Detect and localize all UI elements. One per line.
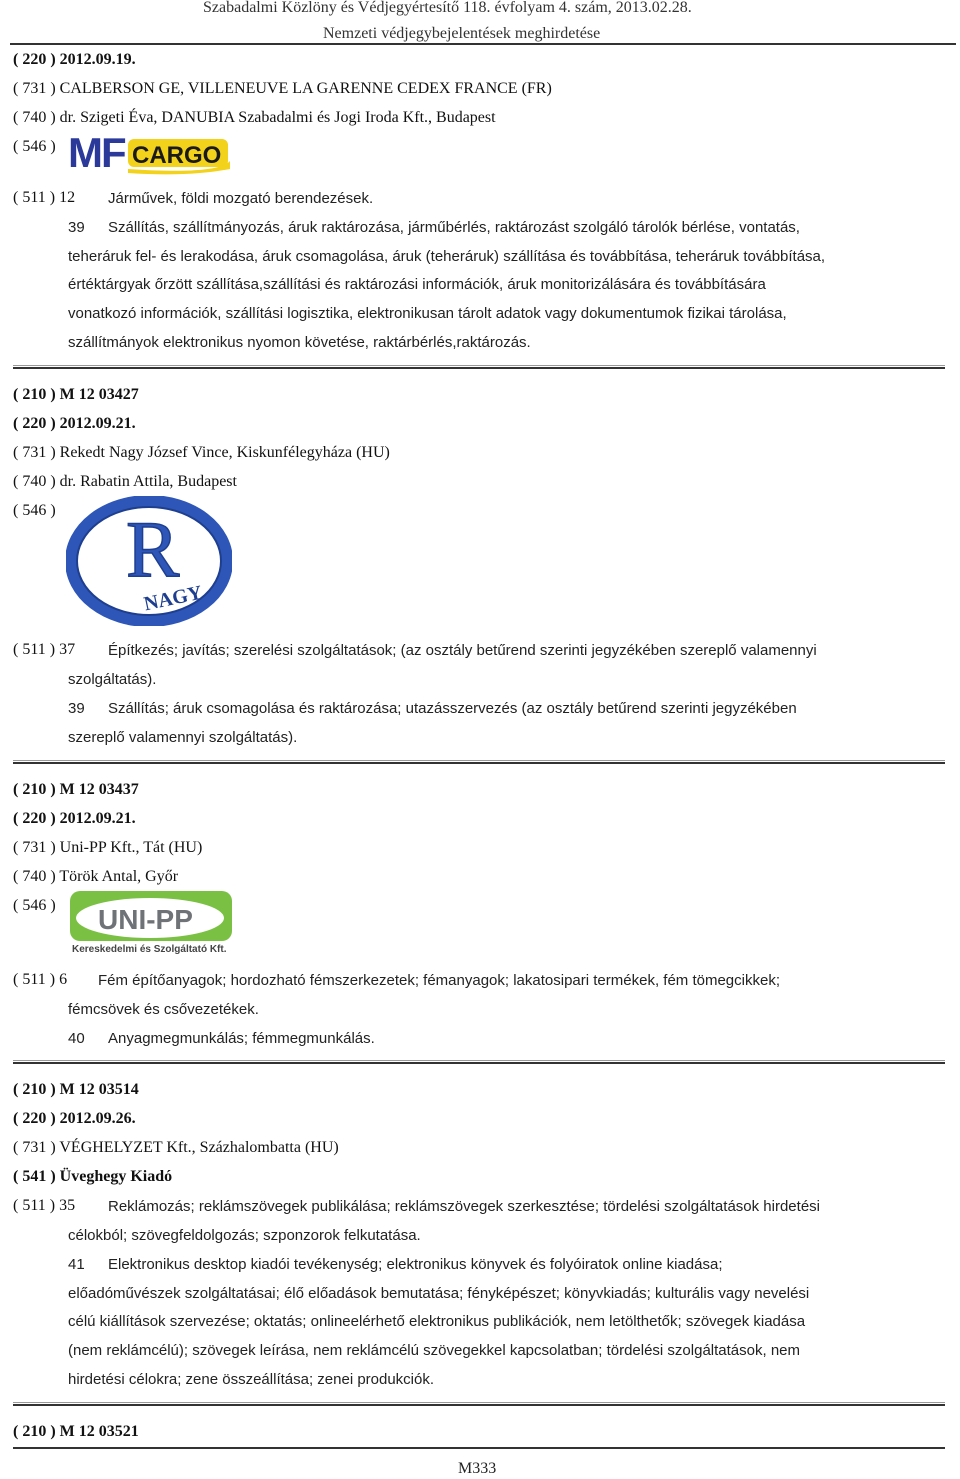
entry1-class12-text: Járművek, földi mozgató berendezések. <box>108 190 374 207</box>
entry4-class41-text: (nem reklámcélú); szövegek leírása, nem reklámcélú szövegekkel kapcsolatban; tördelési szolgáltatások, nem <box>68 1342 801 1359</box>
entry3-filing-date: ( 220 ) 2012.09.21. <box>13 810 136 827</box>
entry1-mark-label: ( 546 ) <box>13 138 56 155</box>
entry2-representative: ( 740 ) dr. Rabatin Attila, Budapest <box>13 473 237 490</box>
uni-pp-logo-text: UNI-PP <box>98 904 193 935</box>
entry1-class-label: ( 511 ) 12 <box>13 189 76 206</box>
entry1-class39-text: teheráruk fel- és lerakodása, áruk csomagolása, áruk (teheráruk) szállítása és továbbítása, teheráruk továbbítása, <box>68 248 826 265</box>
entry2-application-number: ( 210 ) M 12 03427 <box>13 386 139 403</box>
mf-logo-text: MF <box>68 131 125 175</box>
entry3-applicant: ( 731 ) Uni-PP Kft., Tát (HU) <box>13 839 203 856</box>
entry1-class39-text: vonatkozó információk, szállítási logisztika, elektronikusan tárolt adatok vagy dokumentumok fizikai tárolása, <box>68 305 787 322</box>
class-number: 41 <box>68 1256 85 1273</box>
entry4-applicant: ( 731 ) VÉGHELYZET Kft., Százhalombatta (HU) <box>13 1139 339 1156</box>
entry3-mark-label: ( 546 ) <box>13 897 56 914</box>
entry1-representative: ( 740 ) dr. Szigeti Éva, DANUBIA Szabadalmi és Jogi Iroda Kft., Budapest <box>13 109 496 126</box>
entry3-representative: ( 740 ) Török Antal, Győr <box>13 868 179 885</box>
class-text: Szállítás; áruk csomagolása és raktározása; utazásszervezés (az osztály betűrend szerinti jegyzékében <box>108 700 797 717</box>
entry1-applicant: ( 731 ) CALBERSON GE, VILLENEUVE LA GARENNE CEDEX FRANCE (FR) <box>13 80 552 97</box>
entry4-class41-text: célú kiállítások szervezése; oktatás; onlineelérhető elektronikus publikációk, nem letölthetők; szövegek kiadása <box>68 1313 806 1330</box>
entry-divider <box>13 365 945 369</box>
uni-pp-logo-subtitle: Kereskedelmi és Szolgáltató Kft. <box>72 944 227 955</box>
entry2-class37-text: Építkezés; javítás; szerelési szolgáltatások; (az osztály betűrend szerinti jegyzékében szereplő valamennyi <box>108 642 817 659</box>
entry2-class37-text: szolgáltatás). <box>68 671 157 688</box>
entry3-class40-row <box>68 1030 375 1047</box>
entry4-class35-text: Reklámozás; reklámszövegek publikálása; reklámszövegek szerkesztése; tördelési szolgáltatások hirdetési <box>108 1198 820 1215</box>
entry2-mark-label: ( 546 ) <box>13 502 56 519</box>
entry-divider <box>13 1402 945 1406</box>
class-text: Szállítás, szállítmányozás, áruk raktározása, járműbérlés, raktározást szolgáló tárolók bérlése, vontatás, <box>108 219 800 236</box>
entry3-class6-text: fémcsövek és csővezetékek. <box>68 1001 259 1018</box>
uni-pp-logo <box>70 891 232 955</box>
entry4-class41-text: hirdetési célokra; zene összeállítása; zenei produkciók. <box>68 1371 435 1388</box>
class-text: Anyagmegmunkálás; fémmegmunkálás. <box>108 1030 375 1047</box>
entry1-class39-text: értéktárgyak őrzött szállítása,szállítási és raktározási információk, áruk monitorizálására és továbbítására <box>68 276 766 293</box>
entry3-application-number: ( 210 ) M 12 03437 <box>13 781 139 798</box>
class-number: 40 <box>68 1030 85 1047</box>
entry4-word-mark: ( 541 ) Üveghegy Kiadó <box>13 1168 173 1185</box>
nagy-logo-word: NAGY <box>141 581 205 616</box>
entry2-class39-row <box>68 700 797 717</box>
entry5-application-number: ( 210 ) M 12 03521 <box>13 1423 139 1440</box>
entry2-class-label: ( 511 ) 37 <box>13 641 76 658</box>
nagy-r-logo <box>66 496 232 626</box>
nagy-logo-letter: R <box>126 506 180 594</box>
entry4-class35-text: célokból; szövegfeldolgozás; szponzorok felkutatása. <box>68 1227 421 1244</box>
mf-cargo-logo <box>68 131 232 175</box>
page-number: M333 <box>458 1460 497 1477</box>
header-divider <box>10 43 956 45</box>
entry1-class39-row <box>68 219 800 236</box>
entry2-applicant: ( 731 ) Rekedt Nagy József Vince, Kiskunfélegyháza (HU) <box>13 444 390 461</box>
class-number: 39 <box>68 219 85 236</box>
entry4-class41-row <box>68 1256 723 1273</box>
footer-divider <box>13 1447 945 1449</box>
entry-divider <box>13 1060 945 1064</box>
cargo-logo-text: CARGO <box>132 142 222 169</box>
class-number: 39 <box>68 700 85 717</box>
entry-divider <box>13 760 945 764</box>
journal-title: Szabadalmi Közlöny és Védjegyértesítő 118. évfolyam 4. szám, 2013.02.28. <box>203 0 692 16</box>
entry1-class39-text: szállítmányok elektronikus nyomon követése, raktárbérlés,raktározás. <box>68 334 531 351</box>
entry4-application-number: ( 210 ) M 12 03514 <box>13 1081 139 1098</box>
entry2-filing-date: ( 220 ) 2012.09.21. <box>13 415 136 432</box>
entry2-class39-text: szereplő valamennyi szolgáltatás). <box>68 729 298 746</box>
entry4-class-label: ( 511 ) 35 <box>13 1197 76 1214</box>
class-text: Elektronikus desktop kiadói tevékenység; elektronikus könyvek és folyóiratok online kiadása; <box>108 1256 723 1273</box>
entry3-class-label: ( 511 ) 6 <box>13 971 68 988</box>
entry3-class6-text: Fém építőanyagok; hordozható fémszerkezetek; fémanyagok; lakatosipari termékek, fém tömegcikkek; <box>98 972 780 989</box>
entry4-class41-text: előadóművészek szolgáltatásai; élő előadások bemutatása; fényképészet; könyvkiadás; kulturális vagy nevelési <box>68 1285 810 1302</box>
entry4-filing-date: ( 220 ) 2012.09.26. <box>13 1110 136 1127</box>
entry1-filing-date: ( 220 ) 2012.09.19. <box>13 51 136 68</box>
section-title: Nemzeti védjegybejelentések meghirdetése <box>323 25 601 42</box>
